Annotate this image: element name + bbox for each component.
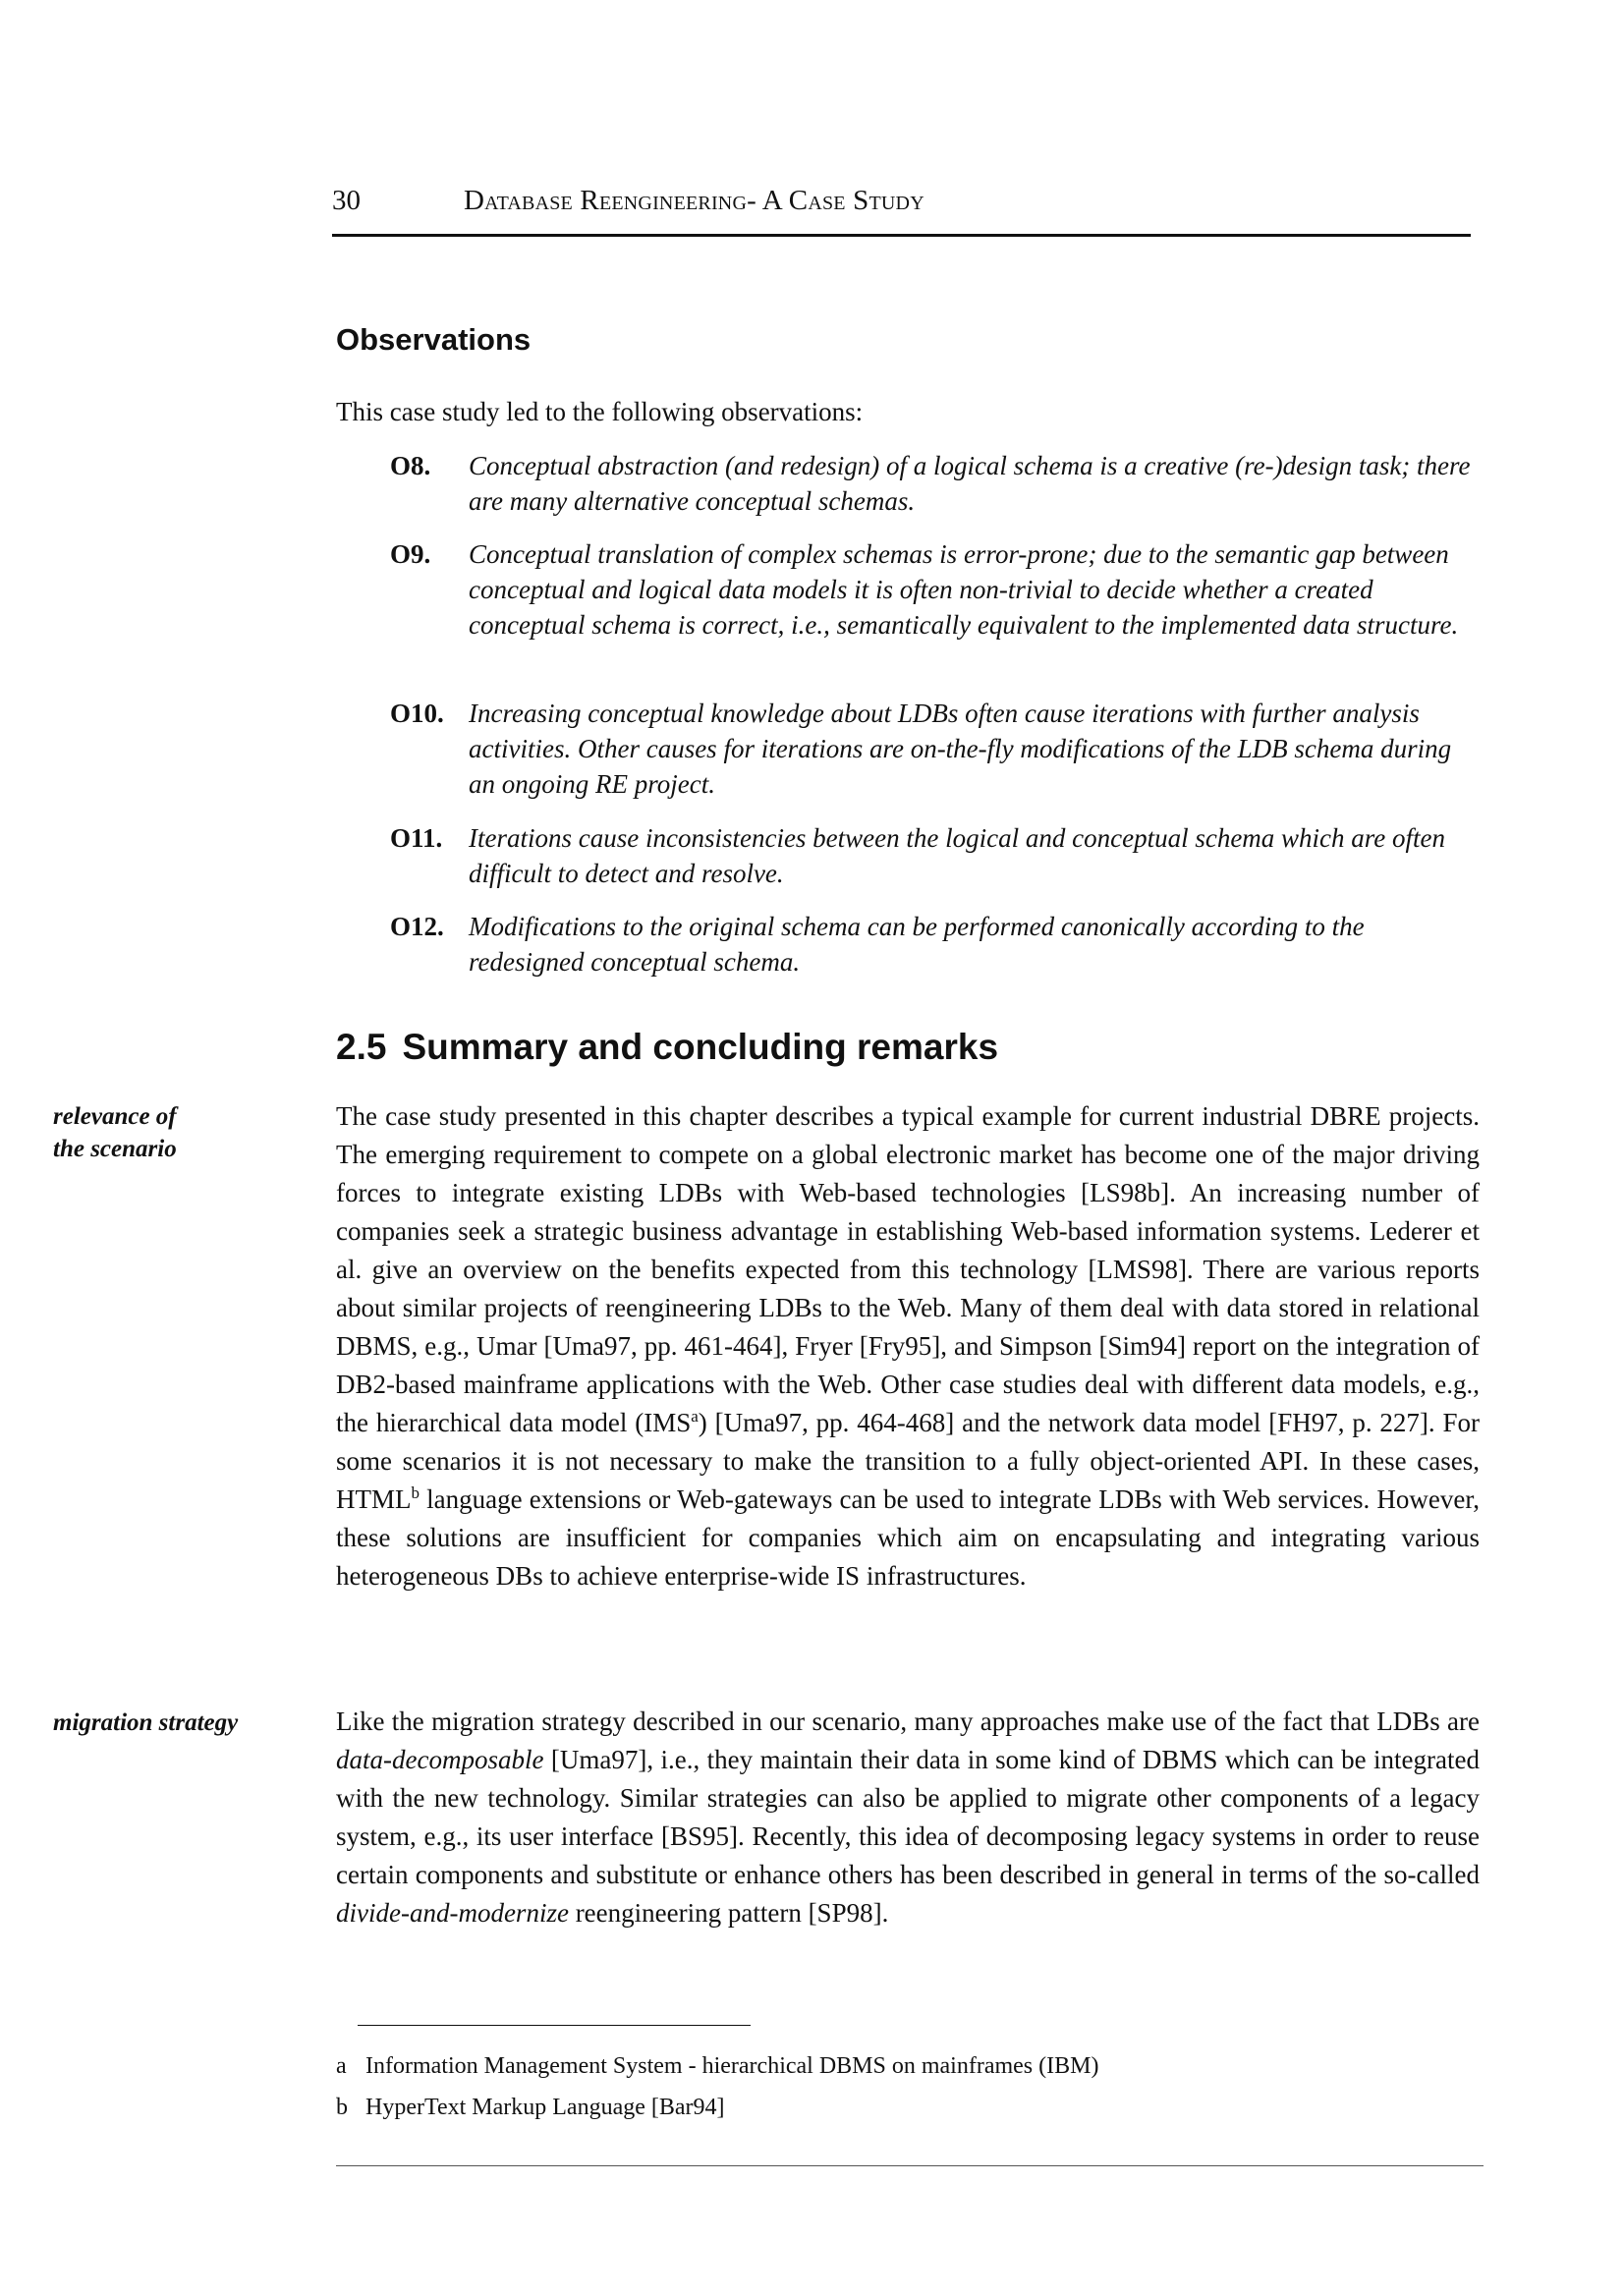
footnote-text: HyperText Markup Language [Bar94] bbox=[365, 2095, 725, 2120]
text-run: The case study presented in this chapter describes a typical example for current industrial DBRE projects. The emerging requirement to compete on a global electronic market has become one of the major driving forces to integrate existing LDBs with Web-based technologies [LS98b]. An increasing number of companies seek a strategic business advantage in establishing Web-based information systems. Lederer et al. give an overview on the benefits expected from this technology [LMS98]. There are various reports about similar projects of reengineering LDBs to the Web. Many of them deal with data stored in relational DBMS, e.g., Umar [Uma97, pp. 461-464], Fryer [Fry95], and Simpson [Sim94] report on the integration of DB2-based mainframe applications with the Web. Other case studies deal with different data models, e.g., the hierarchical data model (IMS bbox=[336, 1101, 1480, 1437]
footnote-ref-a[interactable]: a bbox=[691, 1407, 699, 1426]
paragraph-relevance bbox=[336, 1097, 1480, 1595]
margin-note-migration: migration strategy bbox=[53, 1709, 239, 1736]
observation-item bbox=[390, 909, 1480, 980]
item-text: Modifications to the original schema can be performed canonically according to the redesigned conceptual schema. bbox=[469, 912, 1365, 977]
observation-item bbox=[390, 820, 1480, 891]
observation-item bbox=[390, 696, 1480, 802]
observation-item bbox=[390, 448, 1480, 519]
footnote-mark: b bbox=[336, 2095, 348, 2120]
footnote-rule bbox=[358, 2025, 751, 2026]
footnote-text: Information Management System - hierarchical DBMS on mainframes (IBM) bbox=[365, 2053, 1099, 2079]
item-text: Increasing conceptual knowledge about LDBs often cause iterations with further analysis activities. Other causes for iterations are on-the-fly modifications of the LDB schema during an ongoing RE project. bbox=[469, 699, 1452, 799]
bottom-rule bbox=[336, 2165, 1484, 2166]
item-label: O9. bbox=[390, 539, 431, 569]
observations-heading: Observations bbox=[336, 322, 532, 357]
emphasis: divide-and-modernize bbox=[336, 1898, 569, 1928]
item-label: O8. bbox=[390, 451, 431, 480]
header-rule bbox=[332, 234, 1471, 237]
running-title: Database Reengineering- A Case Study bbox=[464, 185, 924, 216]
text-run: Like the migration strategy described in our scenario, many approaches make use of the fact that LDBs are bbox=[336, 1707, 1480, 1736]
text-run: [Uma97], i.e., they maintain their data in some kind of DBMS which can be integrated with the new technology. Similar strategies can also be applied to migrate other components of a legacy system, e.g., its user interface [BS95]. Recently, this idea of decomposing legacy systems in order to reuse certain components and substitute or enhance others has been described in general in terms of the so-called bbox=[336, 1745, 1480, 1889]
item-label: O12. bbox=[390, 912, 444, 941]
footnote-b bbox=[336, 2095, 725, 2121]
margin-note-line: the scenario bbox=[53, 1136, 177, 1162]
item-label: O10. bbox=[390, 699, 444, 728]
footnote-ref-b[interactable]: b bbox=[411, 1483, 420, 1502]
section-title: Summary and concluding remarks bbox=[402, 1027, 999, 1067]
item-text: Iterations cause inconsistencies between the logical and conceptual schema which are often difficult to detect and resolve. bbox=[469, 823, 1446, 888]
item-text: Conceptual translation of complex schemas is error-prone; due to the semantic gap between conceptual and logical data models it is often non-trivial to decide whether a created conceptual schema is correct, i.e., semantically equivalent to the implemented data structure. bbox=[469, 539, 1459, 640]
item-text: Conceptual abstraction (and redesign) of a logical schema is a creative (re-)design task; there are many alternative conceptual schemas. bbox=[469, 451, 1471, 516]
margin-note-line: relevance of bbox=[53, 1103, 177, 1130]
section-number: 2.5 bbox=[336, 1027, 387, 1067]
section-heading bbox=[336, 1027, 998, 1068]
emphasis: data-decomposable bbox=[336, 1745, 544, 1774]
text-run: language extensions or Web-gateways can be used to integrate LDBs with Web services. However, these solutions are insufficient for companies which aim on encapsulating and integrating various heterogeneous DBs to achieve enterprise-wide IS infrastructures. bbox=[336, 1484, 1480, 1591]
page-number: 30 bbox=[332, 185, 361, 216]
text-run: ) [Uma97, pp. 464-468] and the network data model [FH97, p. 227]. For some scenarios it is not necessary to make the transition to a fully object-oriented API. In these cases, HTML bbox=[336, 1408, 1480, 1514]
observation-item bbox=[390, 536, 1480, 643]
item-label: O11. bbox=[390, 823, 443, 853]
footnote-mark: a bbox=[336, 2053, 347, 2079]
observations-intro: This case study led to the following observations: bbox=[336, 397, 864, 426]
footnote-a bbox=[336, 2053, 1098, 2080]
margin-note-relevance bbox=[53, 1100, 177, 1165]
text-run: reengineering pattern [SP98]. bbox=[568, 1898, 889, 1928]
paragraph-migration bbox=[336, 1703, 1480, 1932]
